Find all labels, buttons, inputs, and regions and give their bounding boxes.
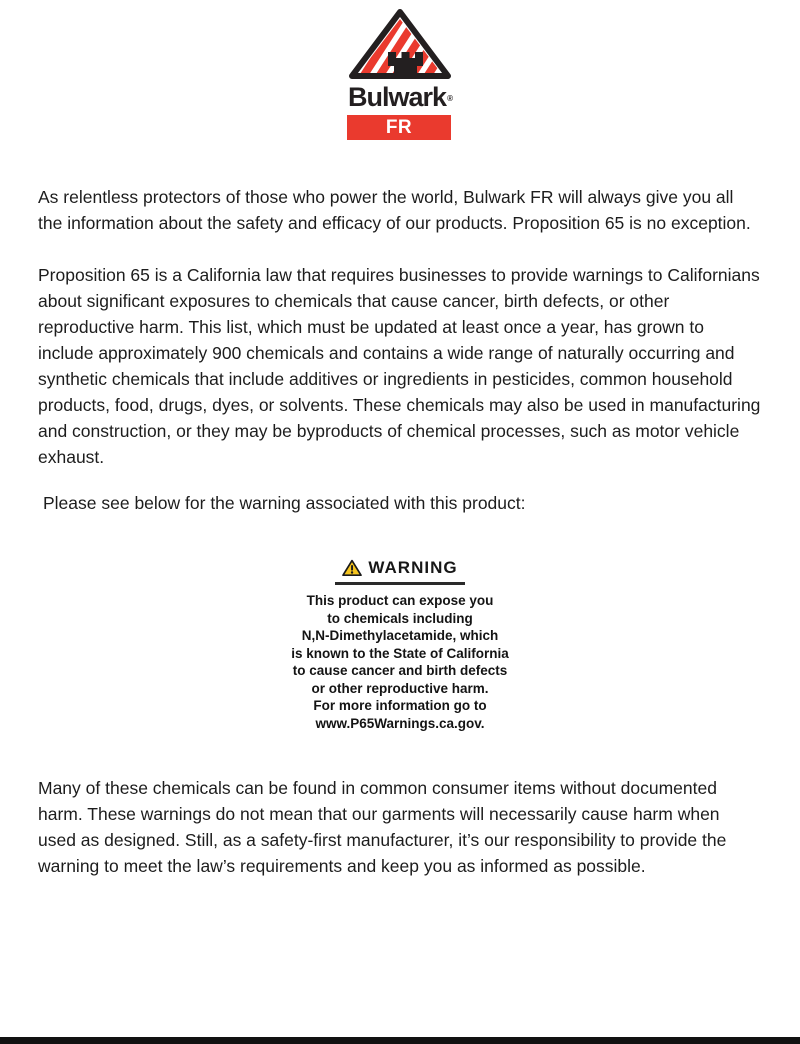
warning-line: For more information go to [313,698,487,713]
brand-name: Bulwark [348,82,447,112]
warning-text [260,592,540,732]
warning-line: or other reproductive harm. [311,680,489,696]
bulwark-logo [347,8,453,140]
intro-paragraph: As relentless protectors of those who power the world, Bulwark FR will always give you all the information about the safety and efficacy of our products. Proposition 65 is no exception. [38,187,751,233]
registered-trademark-mark: ® [447,94,453,103]
warning-title: WARNING [368,558,458,577]
warning-line: to chemicals including [327,610,473,626]
warning-triangle-icon [342,559,362,577]
bottom-bar [0,1037,800,1044]
warning-line: N,N-Dimethylacetamide, which [301,628,499,643]
warning-line: This product can expose you [306,593,494,608]
page [0,8,800,1044]
warning-header [260,558,540,578]
fr-badge: FR [347,115,451,140]
warning-line: www.P65Warnings.ca.gov. [315,715,485,731]
warning-line: is known to the State of California [291,645,509,661]
warning-underline [335,582,465,585]
p65-warning-label [260,558,540,732]
brand-wordmark [347,84,453,111]
closing-paragraph: Many of these chemicals can be found in common consumer items without documented harm. These warnings do not mean that our garments will necessarily cause harm when used as designed. Still, as a safety-first manufacturer, it’s our responsibility to provide the warning to meet the law’s requirements and keep you as informed as possible. [38,778,727,876]
prop65-paragraph: Proposition 65 is a California law that requires businesses to provide warnings to Californians about significant exposures to chemicals that cause cancer, birth defects, or other reproductive harm. This list, which must be updated at least once a year, has grown to include approximately 900 chemicals and contains a wide range of naturally occurring and synthetic chemicals that include additives or ingredients in pesticides, common household products, food, drugs, dyes, or solvents. These chemicals may also be used in manufacturing and construction, or they may be byproducts of chemical processes, such as motor vehicle exhaust. [38,265,761,467]
bulwark-castle-triangle-icon [348,8,452,82]
warning-line: to cause cancer and birth defects [292,663,508,678]
see-below-line: Please see below for the warning associated with this product: [43,493,526,513]
